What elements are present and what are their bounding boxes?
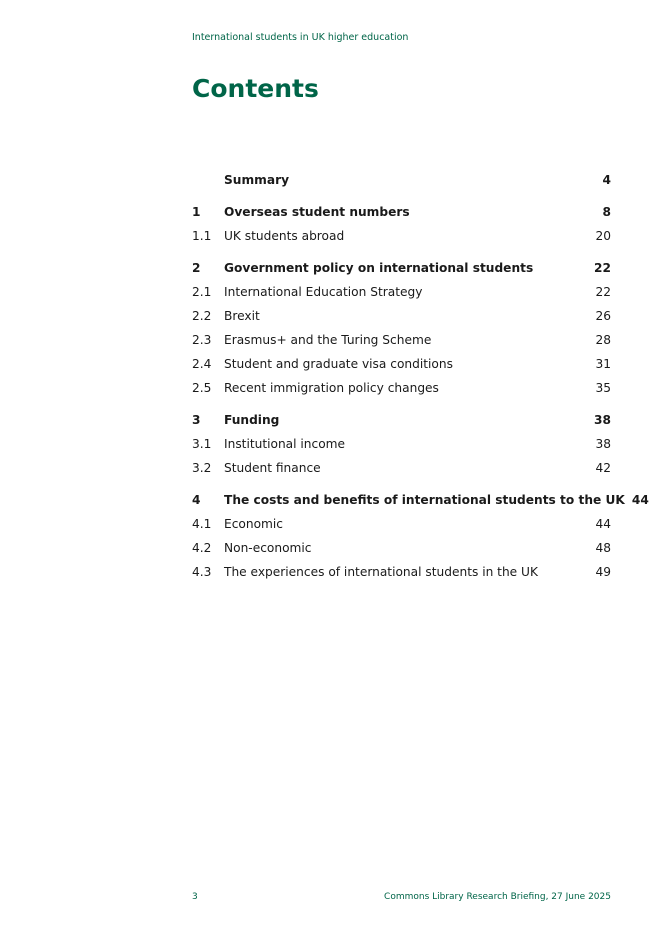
toc-label: The costs and benefits of international students to the UK <box>224 493 625 507</box>
toc-entry[interactable] <box>192 488 649 512</box>
toc-entry[interactable] <box>192 304 611 328</box>
toc-page: 26 <box>595 309 611 323</box>
toc-number: 2.4 <box>192 357 212 371</box>
toc-page: 48 <box>595 541 611 555</box>
toc-entry[interactable] <box>192 168 611 192</box>
toc-entry[interactable] <box>192 224 611 248</box>
toc-number: 3 <box>192 413 201 427</box>
toc-page: 44 <box>631 493 649 507</box>
toc-label: Economic <box>224 517 283 531</box>
toc-page: 42 <box>595 461 611 475</box>
toc-number: 2.2 <box>192 309 212 323</box>
toc-number: 1 <box>192 205 201 219</box>
toc-label: Brexit <box>224 309 260 323</box>
toc-page: 31 <box>595 357 611 371</box>
toc-entry[interactable] <box>192 456 611 480</box>
toc-entry[interactable] <box>192 408 611 432</box>
toc-entry[interactable] <box>192 376 611 400</box>
toc-number: 4.1 <box>192 517 212 531</box>
toc-number: 4 <box>192 493 201 507</box>
table-of-contents <box>192 168 649 584</box>
toc-label: Erasmus+ and the Turing Scheme <box>224 333 432 347</box>
toc-entry[interactable] <box>192 256 611 280</box>
toc-number: 4.3 <box>192 565 212 579</box>
toc-entry[interactable] <box>192 432 611 456</box>
toc-label: UK students abroad <box>224 229 345 243</box>
toc-page: 22 <box>594 261 611 275</box>
toc-number: 2.3 <box>192 333 212 347</box>
toc-number: 2.5 <box>192 381 212 395</box>
toc-page: 28 <box>595 333 611 347</box>
toc-number: 3.2 <box>192 461 212 475</box>
toc-label: Institutional income <box>224 437 346 451</box>
toc-page: 44 <box>595 517 611 531</box>
running-header: International students in UK higher education <box>192 32 409 43</box>
toc-entry[interactable] <box>192 328 611 352</box>
toc-page: 4 <box>602 173 611 187</box>
toc-number: 3.1 <box>192 437 212 451</box>
toc-entry[interactable] <box>192 352 611 376</box>
toc-label: Student finance <box>224 461 321 475</box>
toc-label: Student and graduate visa conditions <box>224 357 453 371</box>
toc-label: Overseas student numbers <box>224 205 410 219</box>
footer-source: Commons Library Research Briefing, 27 June 2025 <box>384 892 611 902</box>
toc-page: 35 <box>595 381 611 395</box>
toc-label: Summary <box>224 173 290 187</box>
toc-entry[interactable] <box>192 280 611 304</box>
toc-page: 22 <box>595 285 611 299</box>
toc-page: 8 <box>602 205 611 219</box>
toc-number: 2 <box>192 261 201 275</box>
toc-entry[interactable] <box>192 536 611 560</box>
toc-entry[interactable] <box>192 200 611 224</box>
toc-label: Non-economic <box>224 541 312 555</box>
toc-number: 1.1 <box>192 229 212 243</box>
toc-page: 38 <box>594 413 611 427</box>
toc-page: 38 <box>595 437 611 451</box>
toc-label: The experiences of international students in the UK <box>224 565 538 579</box>
toc-entry[interactable] <box>192 512 611 536</box>
footer-page-number: 3 <box>192 892 198 902</box>
toc-page: 49 <box>595 565 611 579</box>
toc-label: Funding <box>224 413 280 427</box>
page-title: Contents <box>192 74 319 103</box>
toc-number: 4.2 <box>192 541 212 555</box>
toc-page: 20 <box>595 229 611 243</box>
toc-number: 2.1 <box>192 285 212 299</box>
toc-label: International Education Strategy <box>224 285 423 299</box>
toc-entry[interactable] <box>192 560 611 584</box>
toc-label: Government policy on international students <box>224 261 534 275</box>
toc-label: Recent immigration policy changes <box>224 381 439 395</box>
